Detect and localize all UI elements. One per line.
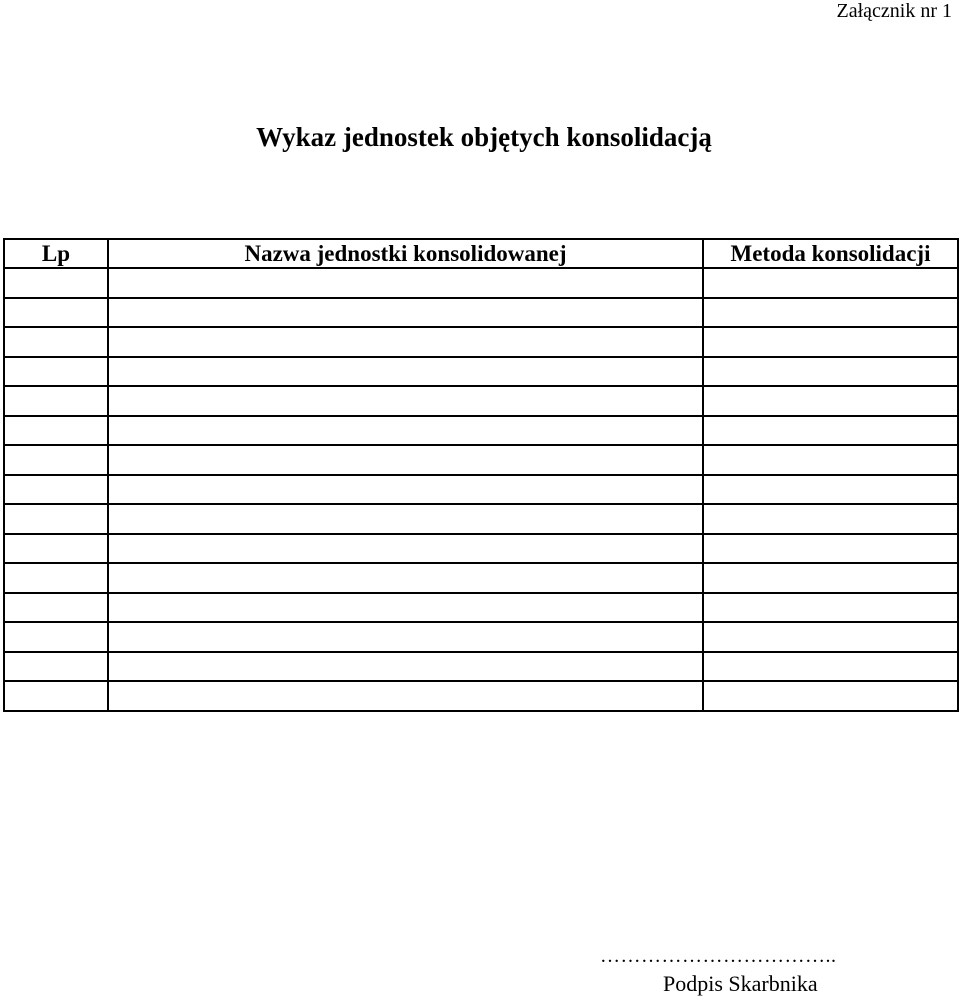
cell-unit-name bbox=[108, 563, 703, 593]
table-row bbox=[4, 652, 958, 682]
cell-lp bbox=[4, 563, 108, 593]
cell-consolidation-method bbox=[703, 563, 958, 593]
cell-lp bbox=[4, 416, 108, 446]
cell-consolidation-method bbox=[703, 475, 958, 505]
cell-unit-name bbox=[108, 416, 703, 446]
cell-consolidation-method bbox=[703, 593, 958, 623]
cell-consolidation-method bbox=[703, 268, 958, 298]
table-row bbox=[4, 563, 958, 593]
cell-unit-name bbox=[108, 652, 703, 682]
cell-lp bbox=[4, 475, 108, 505]
annex-label: Załącznik nr 1 bbox=[836, 0, 952, 22]
table-row bbox=[4, 416, 958, 446]
cell-lp bbox=[4, 504, 108, 534]
cell-consolidation-method bbox=[703, 357, 958, 387]
cell-lp bbox=[4, 445, 108, 475]
consolidation-table bbox=[3, 238, 959, 712]
header-unit-name: Nazwa jednostki konsolidowanej bbox=[108, 239, 703, 268]
cell-unit-name bbox=[108, 268, 703, 298]
table-body bbox=[4, 268, 958, 711]
cell-unit-name bbox=[108, 622, 703, 652]
cell-consolidation-method bbox=[703, 445, 958, 475]
header-lp: Lp bbox=[4, 239, 108, 268]
header-consolidation-method: Metoda konsolidacji bbox=[703, 239, 958, 268]
table-row bbox=[4, 386, 958, 416]
cell-unit-name bbox=[108, 504, 703, 534]
cell-consolidation-method bbox=[703, 652, 958, 682]
cell-unit-name bbox=[108, 298, 703, 328]
table-row bbox=[4, 534, 958, 564]
cell-unit-name bbox=[108, 534, 703, 564]
cell-lp bbox=[4, 534, 108, 564]
cell-unit-name bbox=[108, 681, 703, 711]
table-row bbox=[4, 445, 958, 475]
table-row bbox=[4, 504, 958, 534]
table-row bbox=[4, 681, 958, 711]
cell-unit-name bbox=[108, 386, 703, 416]
cell-unit-name bbox=[108, 593, 703, 623]
document-title: Wykaz jednostek objętych konsolidacją bbox=[256, 122, 712, 152]
cell-lp bbox=[4, 357, 108, 387]
table-row bbox=[4, 357, 958, 387]
table-row bbox=[4, 298, 958, 328]
cell-consolidation-method bbox=[703, 386, 958, 416]
cell-lp bbox=[4, 327, 108, 357]
table-row bbox=[4, 622, 958, 652]
cell-unit-name bbox=[108, 445, 703, 475]
table-row bbox=[4, 475, 958, 505]
cell-consolidation-method bbox=[703, 504, 958, 534]
table-row bbox=[4, 268, 958, 298]
cell-consolidation-method bbox=[703, 298, 958, 328]
cell-consolidation-method bbox=[703, 681, 958, 711]
cell-lp bbox=[4, 298, 108, 328]
cell-consolidation-method bbox=[703, 416, 958, 446]
table-row bbox=[4, 593, 958, 623]
cell-consolidation-method bbox=[703, 327, 958, 357]
cell-lp bbox=[4, 386, 108, 416]
cell-lp bbox=[4, 268, 108, 298]
cell-consolidation-method bbox=[703, 622, 958, 652]
cell-lp bbox=[4, 652, 108, 682]
cell-consolidation-method bbox=[703, 534, 958, 564]
cell-lp bbox=[4, 681, 108, 711]
table-row bbox=[4, 327, 958, 357]
table-header-row bbox=[4, 239, 958, 268]
cell-lp bbox=[4, 593, 108, 623]
signature-label: Podpis Skarbnika bbox=[663, 971, 818, 996]
signature-line: …………………………….. bbox=[600, 945, 837, 967]
cell-unit-name bbox=[108, 327, 703, 357]
cell-lp bbox=[4, 622, 108, 652]
cell-unit-name bbox=[108, 357, 703, 387]
cell-unit-name bbox=[108, 475, 703, 505]
